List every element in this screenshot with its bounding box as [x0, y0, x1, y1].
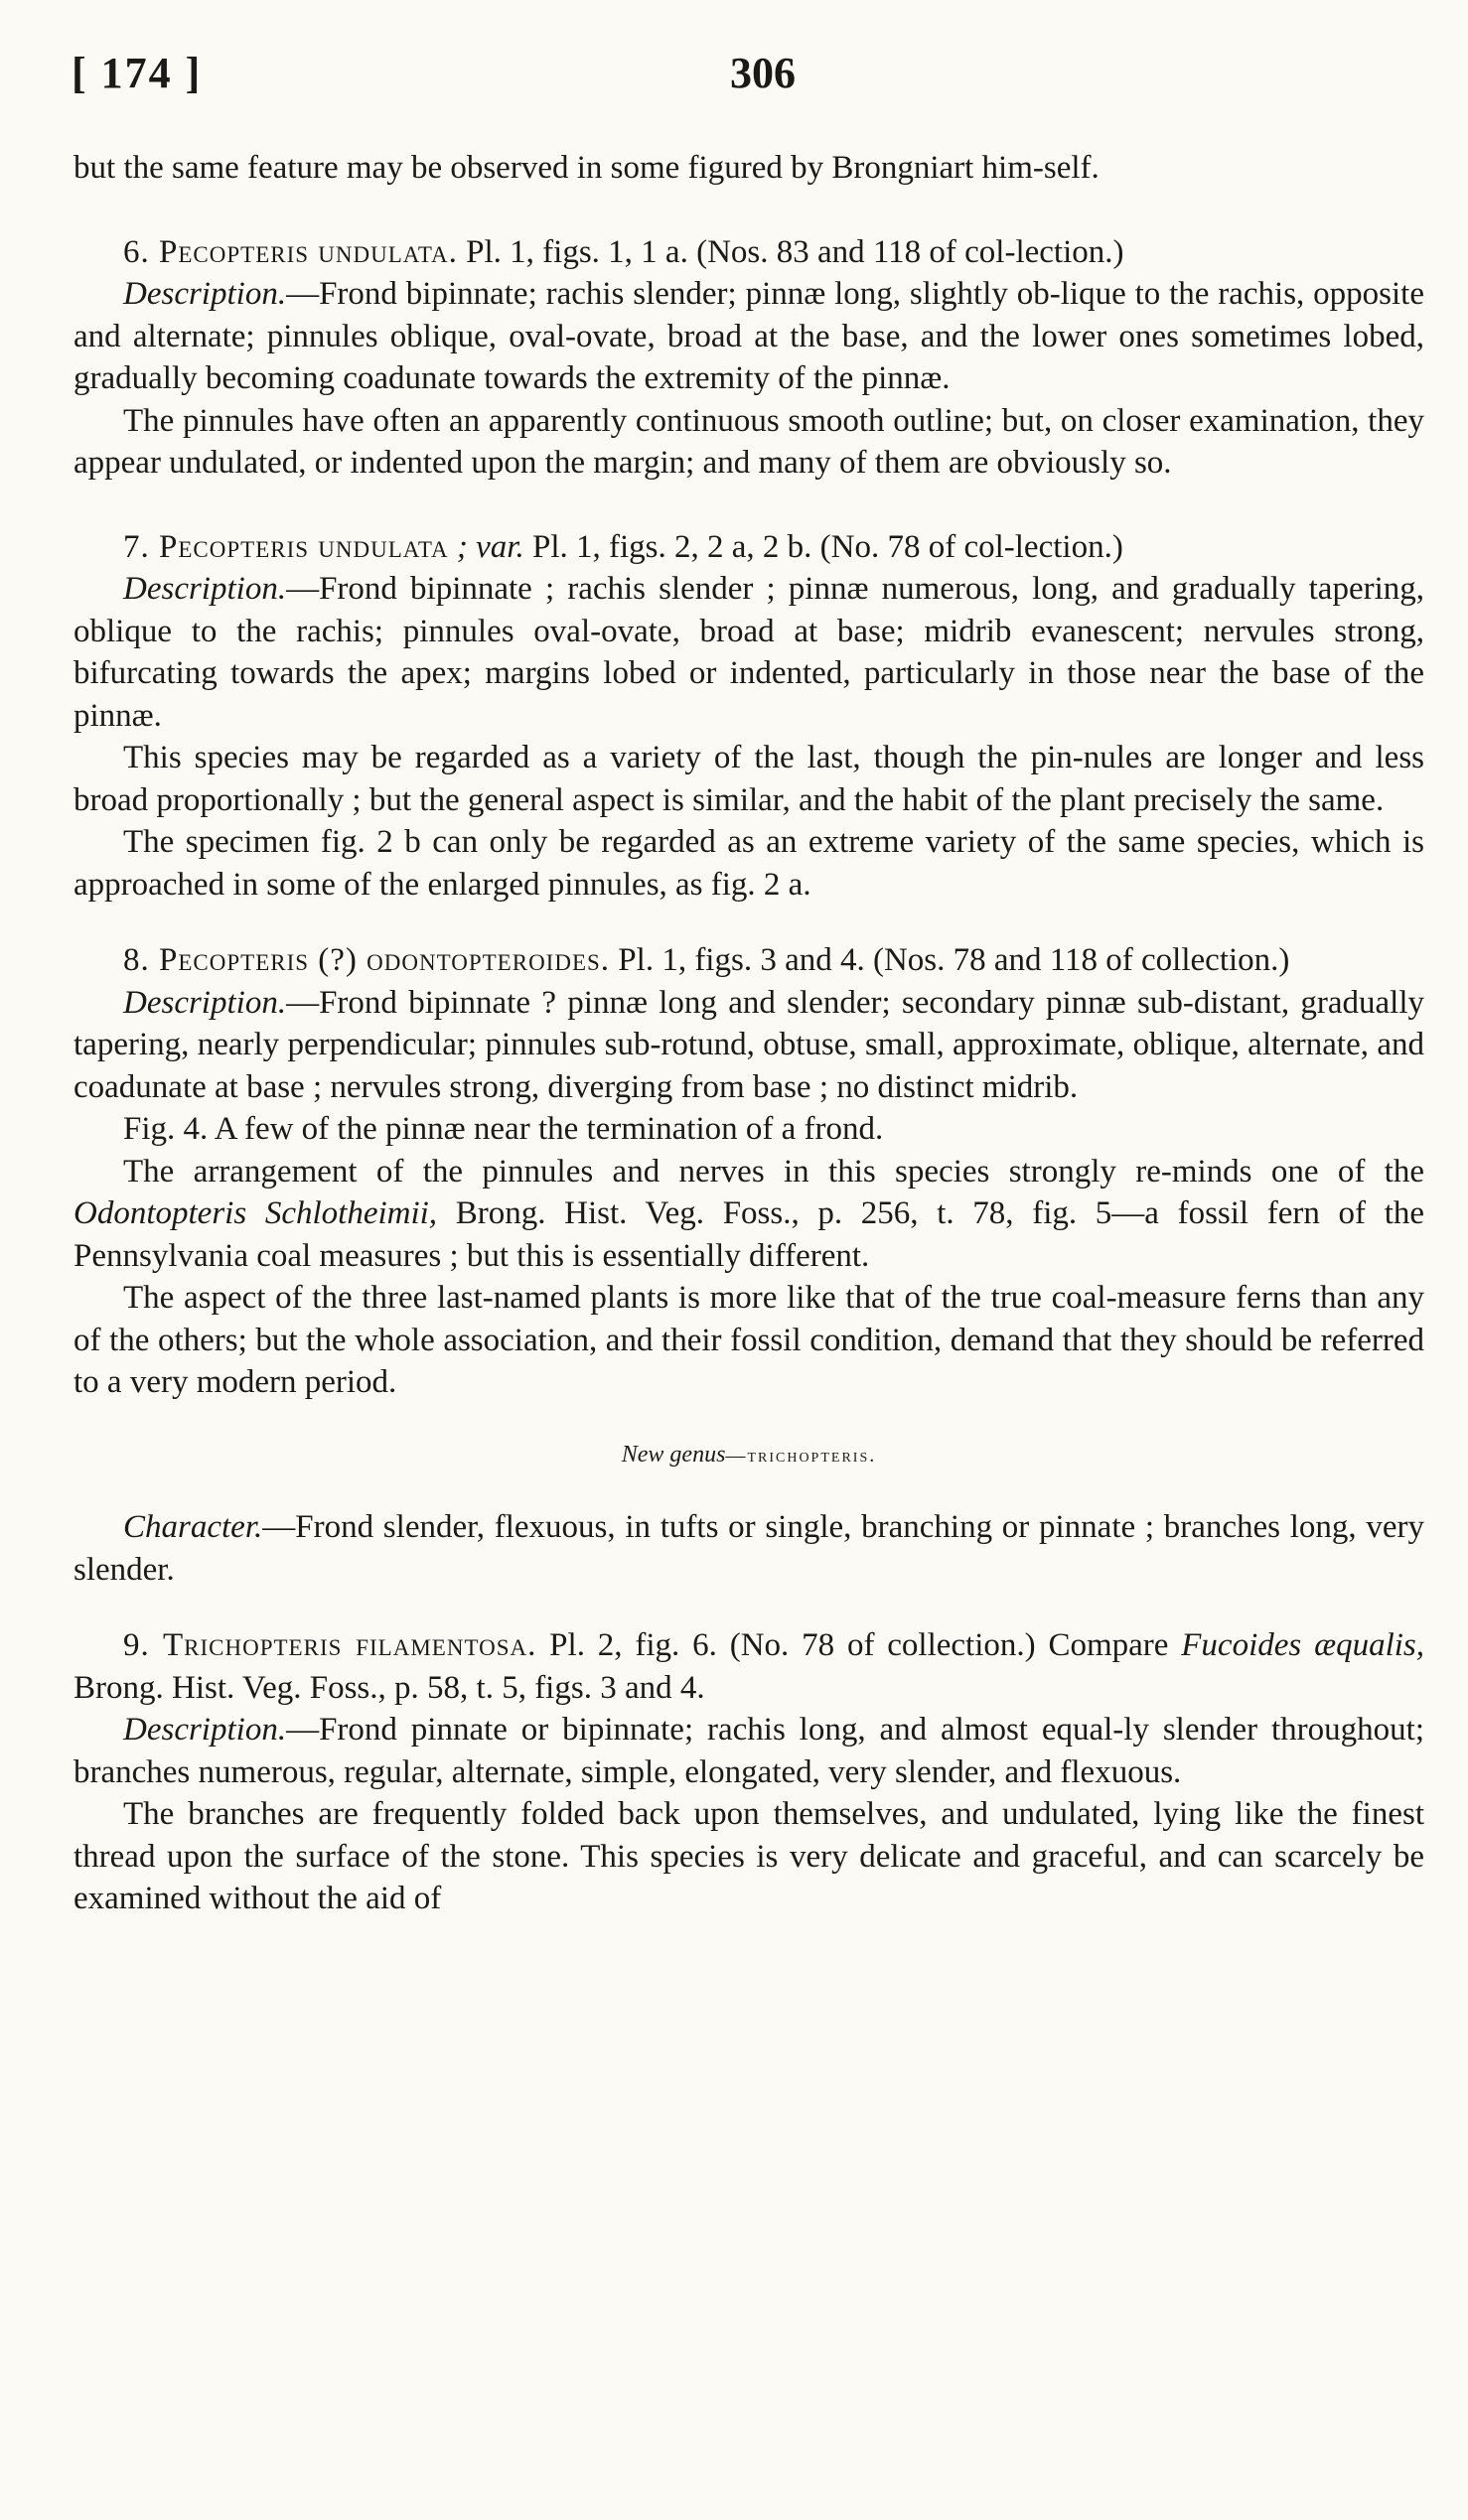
species-6-name: 6. Pecopteris undulata. — [123, 233, 458, 270]
species-9-heading: 9. Trichopteris filamentosa. Pl. 2, fig. 6. (No. 78 of collection.) Compare Fucoides æqualis, Brong. Hist. Veg. Foss., p. 58, t. 5, figs. 3 and 4. — [73, 1627, 1425, 1706]
species-8-remark-2: The aspect of the three last-named plants is more like that of the true coal-measure ferns than any of the others; but the whole association, and their fossil condition, demand that they should be referred to a very modern period. — [73, 1280, 1424, 1400]
species-7-description: Description.—Frond bipinnate ; rachis slender ; pinnæ numerous, long, and gradually tapering, oblique to the rachis; pinnules oval-ovate, broad at base; midrib evanescent; nervules strong, bifurcating towards the apex; margins lobed or indented, particularly in those near the base of the pinnæ. — [73, 571, 1424, 734]
species-8-figure-note: Fig. 4. A few of the pinnæ near the termination of a frond. — [123, 1111, 884, 1147]
species-9-name: 9. Trichopteris filamentosa. — [123, 1627, 537, 1663]
species-8-remark: The arrangement of the pinnules and nerves in this species strongly re-minds one of the Odontopteris Schlotheimii, Brong. Hist. Veg. Foss., p. 256, t. 78, fig. 5—a fossil fern of the Pennsylvania coal measures ; but this is essentially different. — [73, 1153, 1425, 1274]
species-8-name: 8. Pecopteris (?) odontopteroides. — [123, 942, 611, 978]
body-text — [73, 147, 1424, 1920]
species-9-remark: The branches are frequently folded back upon themselves, and undulated, lying like the finest thread upon the surface of the stone. This species is very delicate and graceful, and can scarcely be examined without the aid of — [73, 1796, 1424, 1916]
species-7-remark-2: The specimen fig. 2 b can only be regarded as an extreme variety of the same species, which is approached in some of the enlarged pinnules, as fig. 2 a. — [73, 824, 1424, 903]
plate-number: [ 174 ] — [72, 49, 203, 97]
species-7-heading: 7. Pecopteris undulata ; var. Pl. 1, figs. 2, 2 a, 2 b. (No. 78 of col-lection.) — [123, 528, 1123, 565]
page-number: 306 — [730, 49, 796, 97]
paragraph-continuation: but the same feature may be observed in some figured by Brongniart him-self. — [73, 150, 1100, 186]
species-8-heading: 8. Pecopteris (?) odontopteroides. Pl. 1, figs. 3 and 4. (Nos. 78 and 118 of collection.) — [123, 942, 1290, 978]
species-7-remark: This species may be regarded as a variety of the last, though the pin-nules are longer and less broad proportionally ; but the general aspect is similar, and the habit of the plant precisely the same. — [73, 740, 1424, 818]
genus-heading: New genus—trichopteris. — [621, 1441, 877, 1468]
genus-character: Character.—Frond slender, flexuous, in tufts or single, branching or pinnate ; branches long, very slender. — [73, 1509, 1424, 1588]
species-8-description: Description.—Frond bipinnate ? pinnæ long and slender; secondary pinnæ sub-distant, gradually tapering, nearly perpendicular; pinnules sub-rotund, obtuse, small, approximate, oblique, alternate, and coadunate at base ; nervules strong, diverging from base ; no distinct midrib. — [73, 984, 1424, 1105]
species-6-description: Description.—Frond bipinnate; rachis slender; pinnæ long, slightly ob-lique to the rachis, opposite and alternate; pinnules oblique, oval-ovate, broad at the base, and the lower ones sometimes lobed, gradually becoming coadunate towards the extremity of the pinnæ. — [73, 276, 1424, 396]
species-7-name: 7. Pecopteris undulata — [123, 528, 449, 565]
species-6-heading: 6. Pecopteris undulata. Pl. 1, figs. 1, 1 a. (Nos. 83 and 118 of col-lection.) — [123, 233, 1124, 270]
species-6-remark: The pinnules have often an apparently continuous smooth outline; but, on closer examination, they appear undulated, or indented upon the margin; and many of them are obviously so. — [73, 402, 1424, 481]
species-9-description: Description.—Frond pinnate or bipinnate; rachis long, and almost equal-ly slender throughout; branches numerous, regular, alternate, simple, elongated, very slender, and flexuous. — [73, 1712, 1424, 1790]
